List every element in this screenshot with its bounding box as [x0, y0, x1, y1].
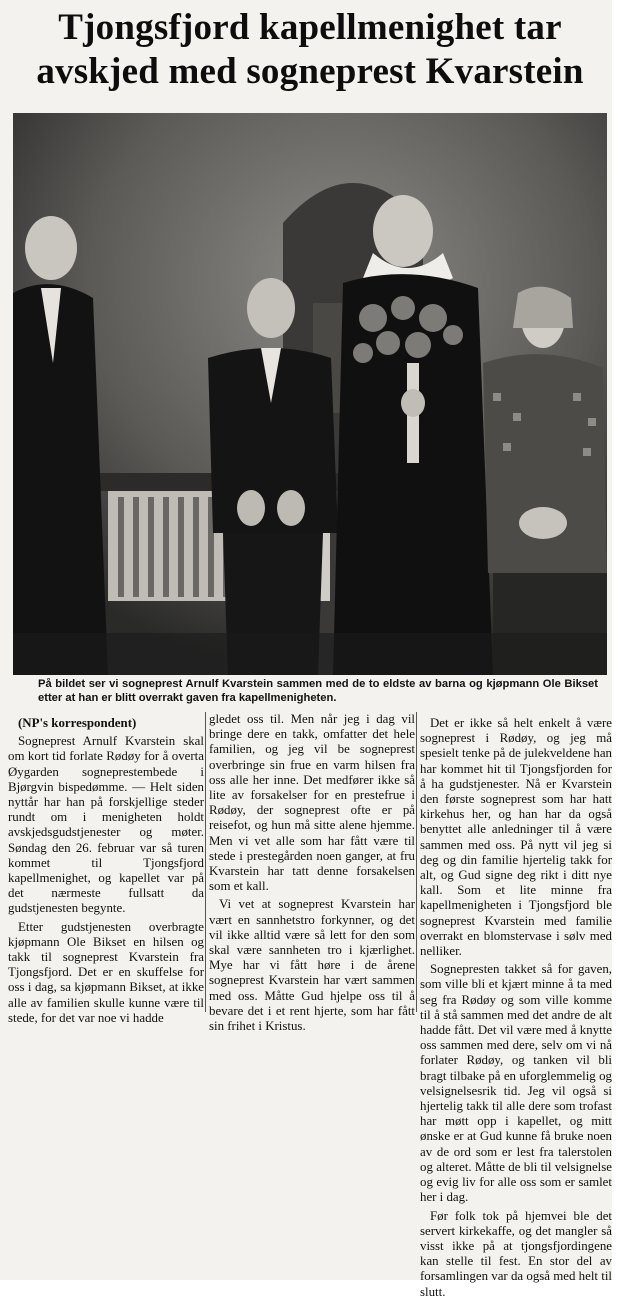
- headline: [12, 6, 608, 94]
- photo-illustration: [13, 113, 607, 675]
- col2-paragraph-1: gledet oss til. Men når jeg i dag vil bringe dere en takk, omfatter det hele familien, og jeg vil be sogneprest overbringe sin frue en varm hilsen fra oss alle her inne. Det medfører ikke så lite av forsakelser for en prestefrue i Rødøy, der sogneprest ofte er på reisefot, og hun må sitte alene hjemme. Men vi vet alle som har fått være til stede i prestegården noen ganger, at fru Kvarstein har tatt denne forsakelsen som et kall.: [209, 712, 415, 894]
- col3-paragraph-2: Sognepresten takket så for gaven, som ville bli et kjært minne å ta med seg fra Rødøy og som ville komme til å stå sammen med det andre de alt hadde fått. Det vil være med å knytte oss sammen med dere, selv om vi nå forlater Rødøy, og tanken vil bli bragt tilbake på en uforglemmelig og velsignelsesrik tid. Jeg vil også si hjertelig takk til alle dere som trofast har møtt opp i kapellet, og mitt ønske er at Gud kunne få bruke noen av de ord som er lest fra talerstolen og alteret. Måtte de bli til velsignelse og evig liv for alle oss som er samlet her i dag.: [420, 962, 612, 1205]
- column-1: [8, 716, 204, 1029]
- photo-caption: På bildet ser vi sogneprest Arnulf Kvarstein sammen med de to eldste av barna og kjøpmann Ole Bikset etter at han er blitt overrakt gaven fra kapellmenigheten.: [38, 678, 598, 704]
- column-3: [420, 716, 612, 1303]
- headline-line-2: avskjed med sogneprest Kvarstein: [36, 51, 584, 92]
- col1-paragraph-1: Sogneprest Arnulf Kvarstein skal om kort tid forlate Rødøy for å overta Øygarden sogneprestembede i Bjørgvin bispedømme. — Helt siden nyttår har han på forskjellige steder rundt om i menigheten holdt avskjedsgudstjenester og møter. Søndag den 26. februar var så turen kommet til Tjongsfjord kapellmenighet, og kapellet var på det nærmeste fullsatt da gudstjenesten begynte.: [8, 734, 204, 916]
- column-divider: [205, 712, 206, 1012]
- col3-paragraph-3: Før folk tok på hjemvei ble det servert kirkekaffe, og det mangler så visst ikke på at tjongsfjordingene kan stelle til fest. En stor del av forsamlingen var da også med helt til slutt.: [420, 1208, 612, 1299]
- byline: (NP's korrespondent): [18, 716, 137, 730]
- column-2: [209, 712, 415, 1037]
- article-photo: [13, 113, 607, 675]
- col2-paragraph-2: Vi vet at sogneprest Kvarstein har vært en sannhetstro forkynner, og det vil ikke alltid være så lett for den som skal være sannheten tro i kjærlighet. Mye har vi fått høre i de årene sogneprest Kvarstein har vært sammen med oss. Måtte Gud hjelpe oss til å bevare det i et rent hjerte, som har fått sin frihet i Kristus.: [209, 897, 415, 1034]
- col1-paragraph-2: Etter gudstjenesten overbragte kjøpmann Ole Bikset en hilsen og takk til sogneprest Kvarstein fra Tjongsfjord. Det er en skuffelse for oss i dag, sa kjøpmann Bikset, at ikke alle av familien skulle kunne være til stede, for det var noe vi hadde: [8, 919, 204, 1025]
- headline-line-1: Tjongsfjord kapellmenighet tar: [58, 7, 562, 48]
- col3-paragraph-1: Det er ikke så helt enkelt å være sogneprest i Rødøy, og jeg må spesielt tenke på de julekveldene han har kommet hit til Tjongsfjorden for å ha gudstjenester. Nå er Kvarstein den første sogneprest som har hatt kirkehus her, og han har da også benyttet alle anledninger til å være sammen med oss. På nytt vil jeg si deg og din familie hjertelig takk for alt, og Gud signe deg rikt i ditt nye kall. Som et lite minne fra kapellmenigheten i Tjongsfjord ble sogneprest Kvarstein med familie overrakt en blomstervase i sølv med nelliker.: [420, 716, 612, 959]
- column-divider: [416, 712, 417, 1012]
